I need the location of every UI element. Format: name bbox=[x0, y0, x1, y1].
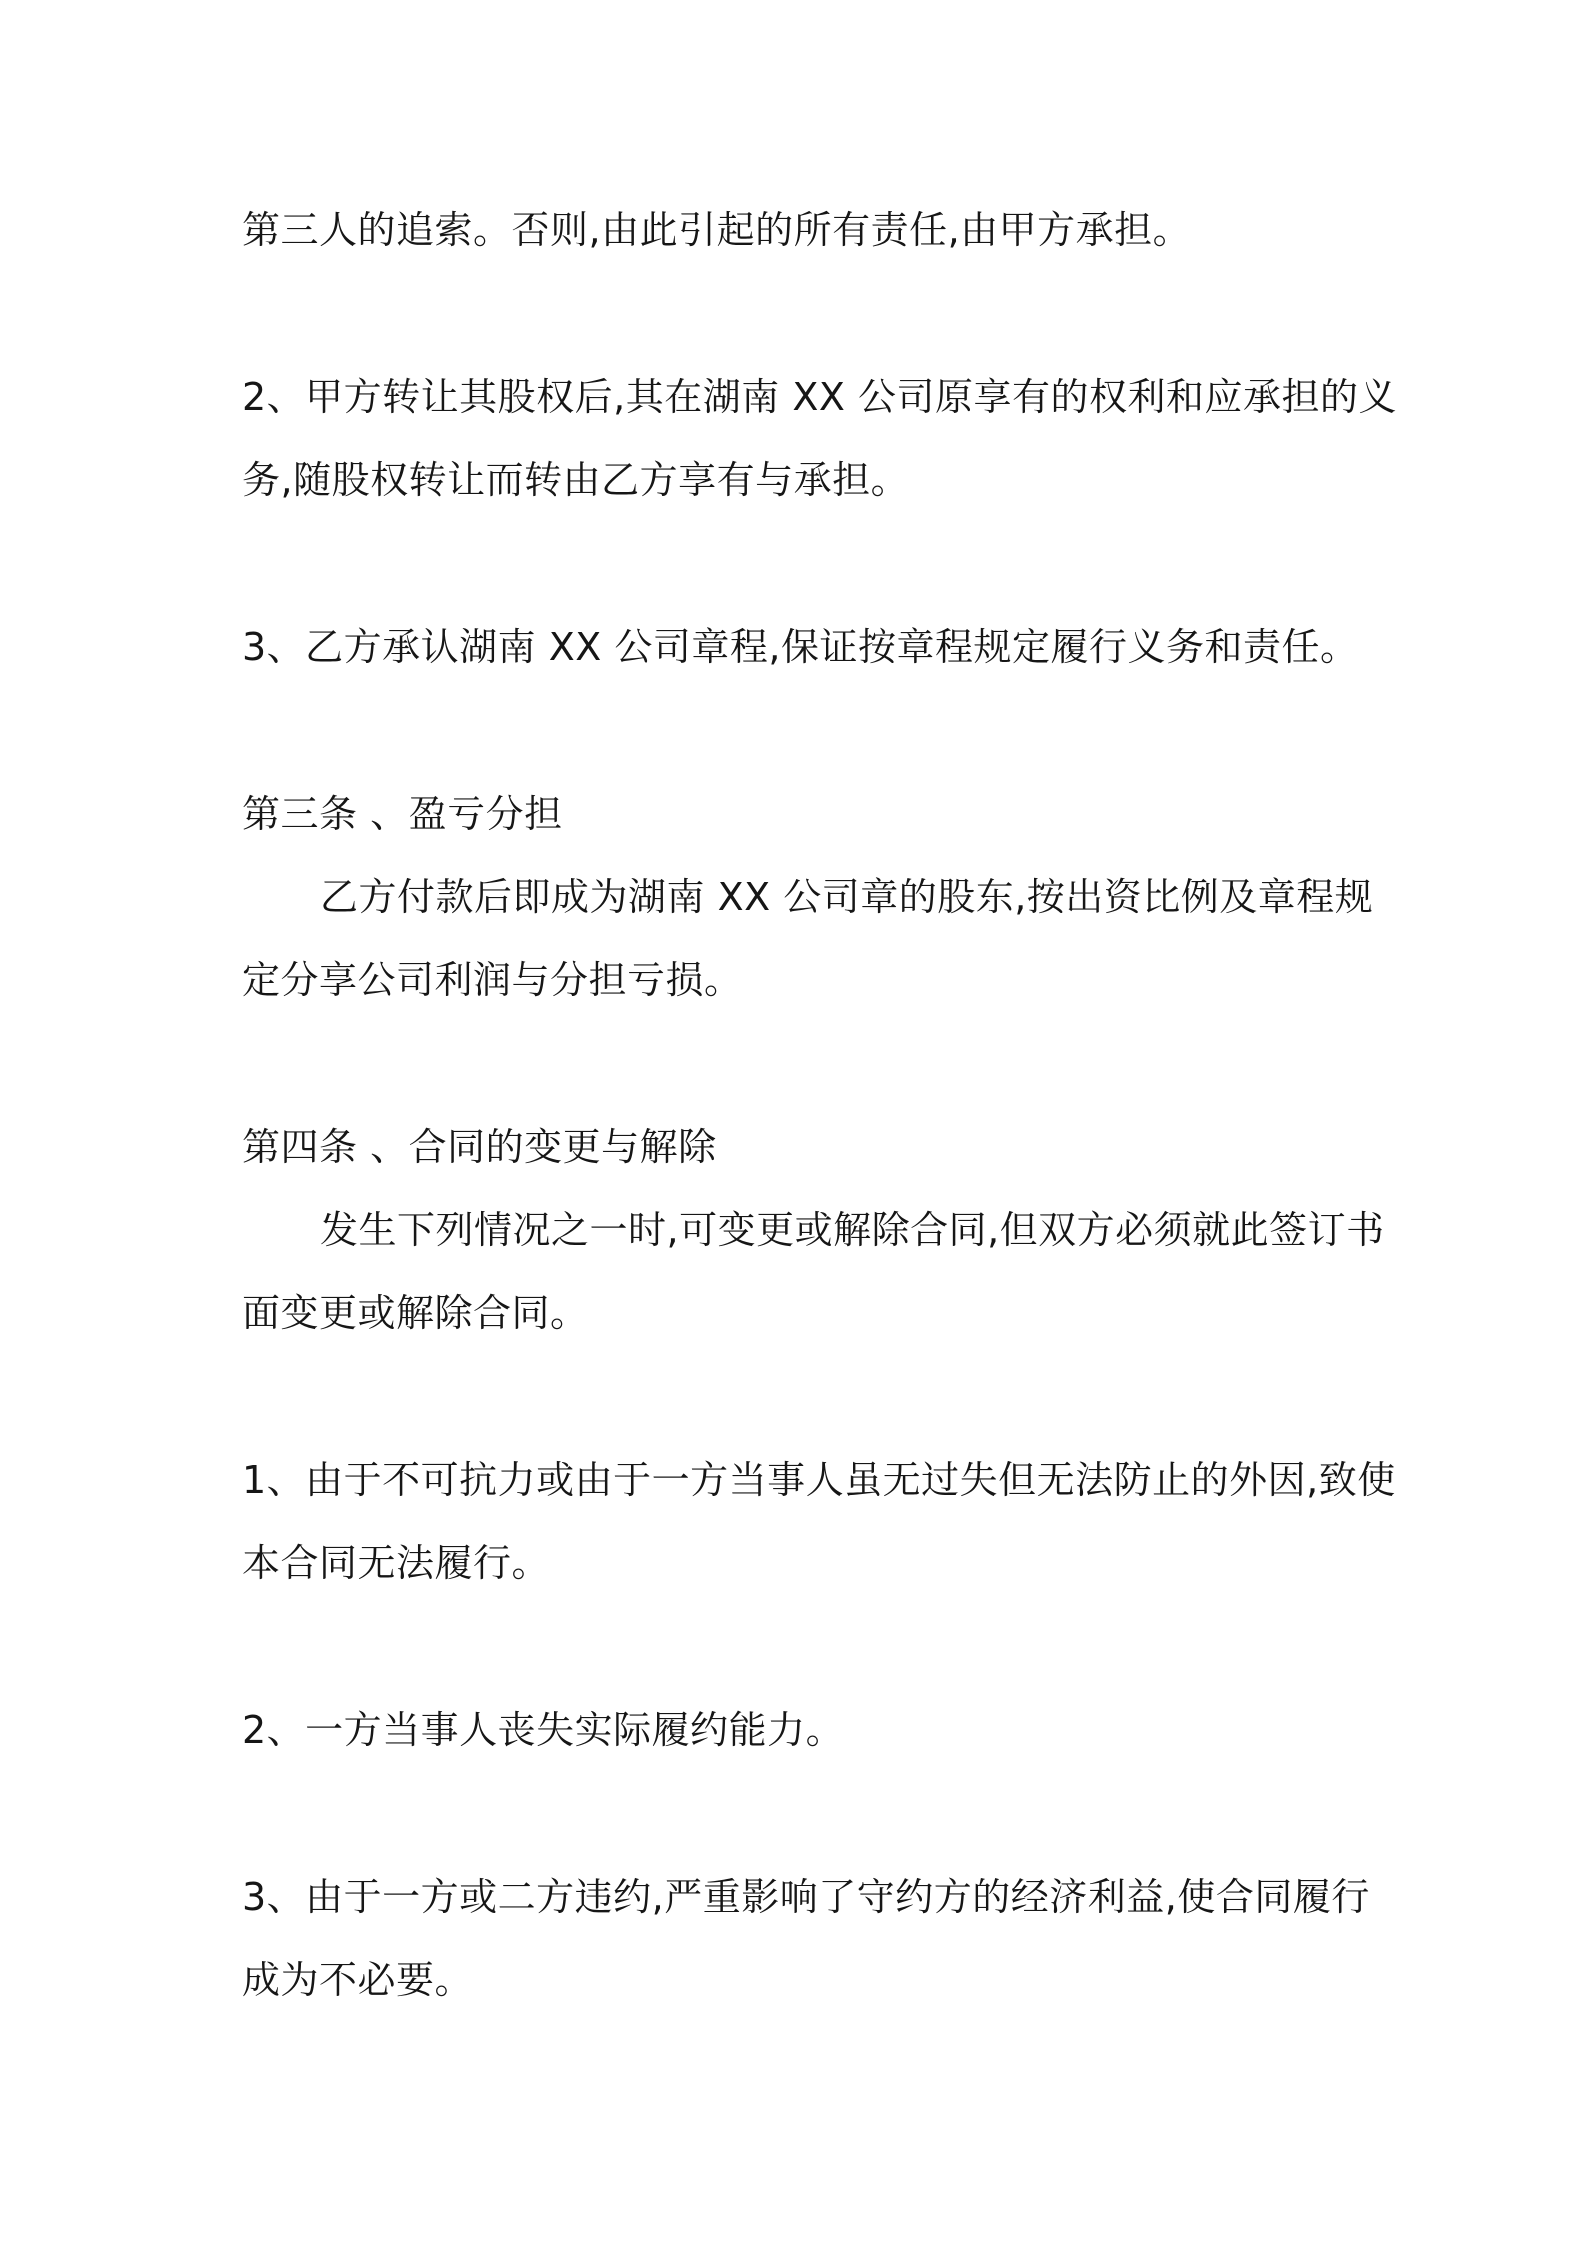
section-heading: 第三条 、盈亏分担 bbox=[242, 792, 563, 836]
text-line: 2、一方当事人丧失实际履约能力。 bbox=[242, 1708, 845, 1752]
section-heading: 第四条 、合同的变更与解除 bbox=[242, 1125, 717, 1169]
text-line: 第三人的追索。否则,由此引起的所有责任,由甲方承担。 bbox=[242, 208, 1192, 252]
text-line: 1、由于不可抗力或由于一方当事人虽无过失但无法防止的外因,致使 bbox=[242, 1458, 1396, 1502]
text-line: 3、乙方承认湖南 XX 公司章程,保证按章程规定履行义务和责任。 bbox=[242, 625, 1359, 669]
text-line: 2、甲方转让其股权后,其在湖南 XX 公司原享有的权利和应承担的义 bbox=[242, 375, 1397, 419]
text-line: 本合同无法履行。 bbox=[242, 1541, 551, 1585]
text-line: 定分享公司利润与分担亏损。 bbox=[242, 958, 743, 1002]
text-line: 务,随股权转让而转由乙方享有与承担。 bbox=[242, 458, 910, 502]
text-line: 3、由于一方或二方违约,严重影响了守约方的经济利益,使合同履行 bbox=[242, 1875, 1370, 1919]
text-line: 乙方付款后即成为湖南 XX 公司章的股东,按出资比例及章程规 bbox=[320, 875, 1374, 919]
text-line: 成为不必要。 bbox=[242, 1958, 474, 2002]
text-line: 发生下列情况之一时,可变更或解除合同,但双方必须就此签订书 bbox=[320, 1208, 1385, 1252]
text-line: 面变更或解除合同。 bbox=[242, 1291, 589, 1335]
